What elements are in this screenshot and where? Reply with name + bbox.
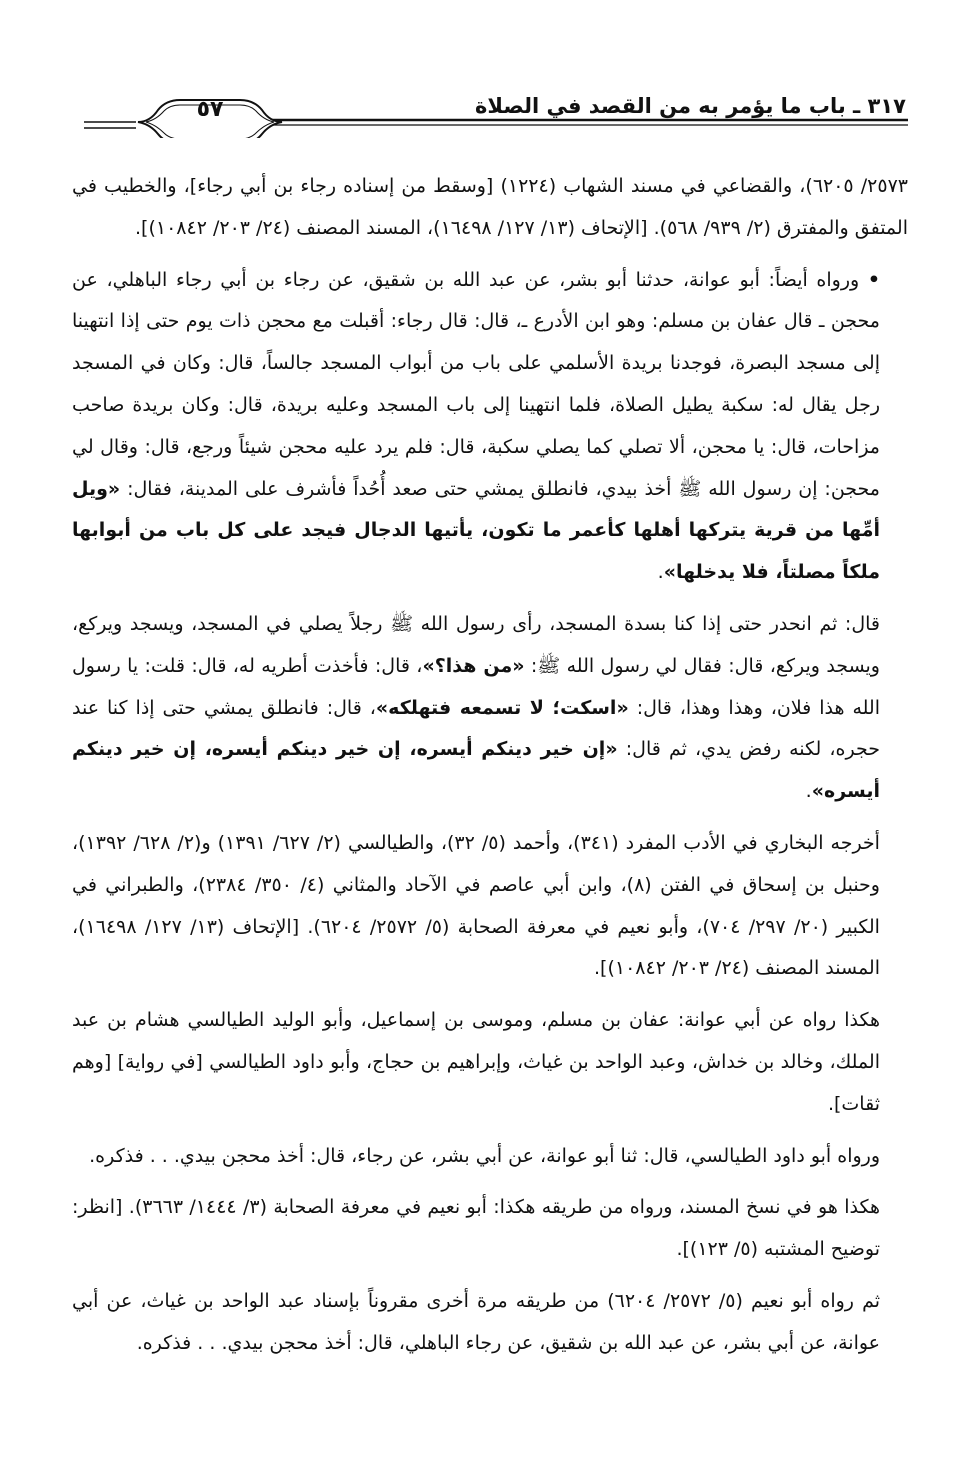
running-header bbox=[80, 80, 910, 138]
paragraph-8: ثم رواه أبو نعيم (٥/ ٢٥٧٢/ ٦٢٠٤) من طريقه مرة أخرى مقروناً بإسناد عبد الواحد بن غياث، عن أبي عوانة، عن أبي بشر، عن عبد الله بن شقيق، عن رجاء الباهلي، قال: أخذ محجن بيدي. . . فذكره. bbox=[72, 1289, 881, 1354]
paragraph-5: هكذا رواه عن أبي عوانة: عفان بن مسلم، وموسى بن إسماعيل، وأبو الوليد الطيالسي هشام بن عبد الملك، وخالد بن خداش، وعبد الواحد بن غياث، وإبراهيم بن حجاج، وأبو داود الطيالسي [في رواية] [وهم ثقات]. bbox=[72, 1009, 880, 1115]
hadith-quote: «من هذا؟» bbox=[422, 654, 525, 677]
bullet-icon: • bbox=[867, 268, 880, 291]
paragraph-1: ٢٥٧٣/ ٦٢٠٥)، والقضاعي في مسند الشهاب (١٢٢٤) [وسقط من إسناده رجاء بن أبي رجاء]، والخطيب في المتفق والمفترق (٢/ ٩٣٩/ ٥٦٨). [الإتحاف (١٣/ ١٢٧/ ١٦٤٩٨)، المسند المصنف (٢٤/ ٢٠٣/ ١٠٨٤٢)]. bbox=[72, 175, 908, 239]
paragraph-6: ورواه أبو داود الطيالسي، قال: ثنا أبو عوانة، عن أبي بشر، عن رجاء، قال: أخذ محجن بيدي. . . فذكره. bbox=[89, 1144, 880, 1167]
hadith-quote: «ويل أمِّها من قرية يتركها أهلها كأعمر ما تكون، يأتيها الدجال فيجد على كل باب من أبوابها ملكاً مصلتاً، فلا يدخلها» bbox=[72, 477, 880, 584]
narration-text: ورواه أيضاً: أبو عوانة، حدثنا أبو بشر، عن عبد الله بن شقيق، عن رجاء بن أبي رجاء الباهلي، عن محجن ـ قال عفان بن مسلم: وهو ابن الأدرع ـ، قال: قال رجاء: أقبلت مع محجن ذات يوم حتى إذا انتهينا إلى مسجد البصرة، فوجدنا بريدة الأسلمي على باب من أبواب المسجد جالساً، قال: وكان في المسجد رجل يقال له: سكبة يطيل الصلاة، فلما انتهينا إلى باب المسجد وعليه بريدة، قال: وكان بريدة صاحب مزاحات، قال: يا محجن، ألا تصلي كما يصلي سكبة، قال: فلم يرد عليه محجن شيئاً ورجع، قال: وقال لي محجن: إن رسول الله ﷺ أخذ بيدي، فانطلق يمشي حتى صعد أُحُداً فأشرف على المدينة، فقال: bbox=[72, 268, 880, 500]
paragraph-2 bbox=[72, 260, 908, 594]
paragraph-7: هكذا هو في نسخ المسند، ورواه من طريقه هكذا: أبو نعيم في معرفة الصحابة (٣/ ١٤٤٤/ ٣٦٦٣). [انظر: توضيح المشتبه (٥/ ١٢٣)]. bbox=[72, 1196, 880, 1261]
punctuation: . bbox=[805, 780, 812, 803]
paragraph-3 bbox=[72, 604, 908, 813]
narration-text: ، قال: فأخذت أطريه له، قال: قلت: يا رسول الله هذا فلان، وهذا وهذا، قال: bbox=[72, 654, 881, 719]
narration-text: قال: ثم انحدر حتى إذا كنا بسدة المسجد، رأى رسول الله ﷺ رجلاً يصلي في المسجد، ويسجد ويركع، ويسجد ويركع، قال: فقال لي رسول الله ﷺ: bbox=[72, 612, 880, 677]
body-text bbox=[72, 166, 908, 1365]
page-number: ٥٧ bbox=[196, 97, 224, 122]
paragraph-4: أخرجه البخاري في الأدب المفرد (٣٤١)، وأحمد (٥/ ٣٢)، والطيالسي (٢/ ٦٢٧/ ١٣٩١) و(٢/ ٦٢٨/ ١٣٩٢)، وحنبل بن إسحاق في الفتن (٨)، وابن أبي عاصم في الآحاد والمثاني (٤/ ٣٥٠/ ٢٣٨٤)، والطبراني في الكبير (٢٠/ ٢٩٧/ ٧٠٤)، وأبو نعيم في معرفة الصحابة (٥/ ٢٥٧٢/ ٦٢٠٤). [الإتحاف (١٣/ ١٢٧/ ١٦٤٩٨)، المسند المصنف (٢٤/ ٢٠٣/ ١٠٨٤٢)]. bbox=[72, 831, 880, 980]
narration-text: ، قال: فانطلق يمشي حتى إذا كنا عند حجره، لكنه رفض يدي، ثم قال: bbox=[72, 696, 880, 761]
hadith-quote: «اسكت؛ لا تسمعه فتهلكه» bbox=[375, 696, 629, 719]
chapter-title: ٣١٧ ـ باب ما يؤمر به من القصد في الصلاة bbox=[475, 94, 906, 118]
hadith-quote: «إن خير دينكم أيسره، إن خير دينكم أيسره، إن خير دينكم أيسره» bbox=[72, 738, 880, 803]
punctuation: . bbox=[657, 561, 664, 584]
